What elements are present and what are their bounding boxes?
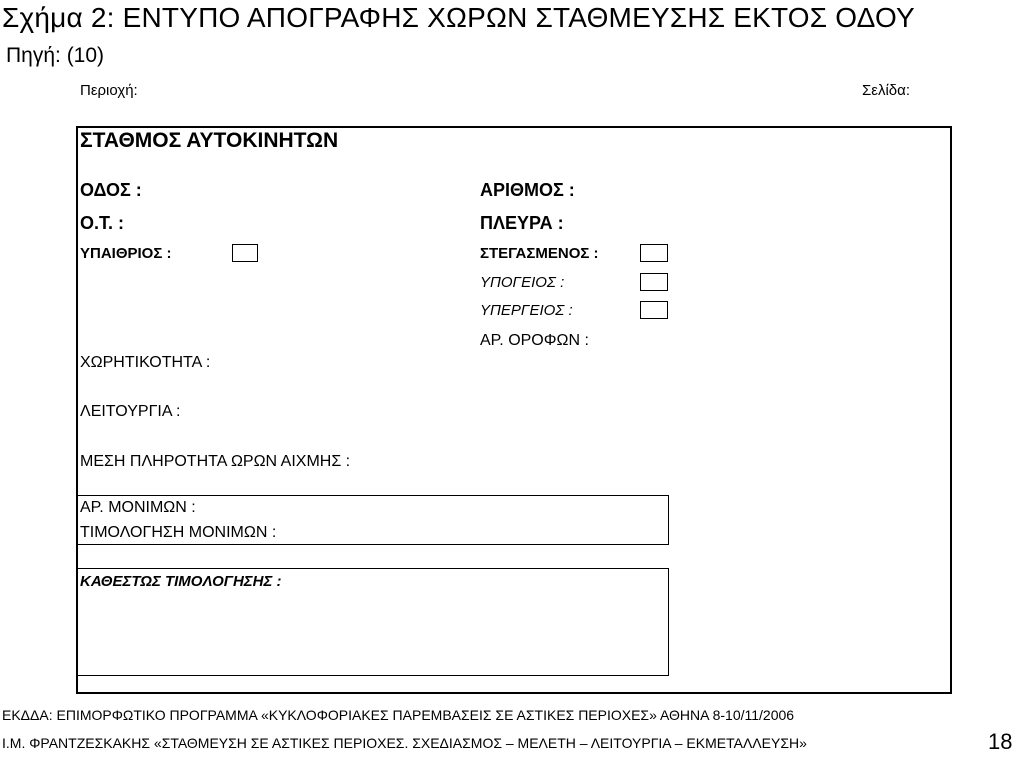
covered-checkbox[interactable]: [640, 244, 668, 262]
above-ground-checkbox[interactable]: [640, 301, 668, 319]
underground-label: ΥΠΟΓΕΙΟΣ :: [480, 274, 565, 291]
page-number: 18: [988, 729, 1013, 754]
street-label: ΟΔΟΣ :: [80, 180, 142, 200]
permanent-pricing-label: ΤΙΜΟΛΟΓΗΣΗ ΜΟΝΙΜΩΝ :: [80, 524, 277, 541]
capacity-label: ΧΩΡΗΤΙΚΟΤΗΤΑ :: [80, 354, 211, 371]
footer-line-2: Ι.Μ. ΦΡΑΝΤΖΕΣΚΑΚΗΣ «ΣΤΑΘΜΕΥΣΗ ΣΕ ΑΣΤΙΚΕΣ ΠΕΡΙΟΧΕΣ. ΣΧΕΔΙΑΣΜΟΣ – ΜΕΛΕΤΗ – ΛΕΙΤΟΥΡΓΙΑ – ΕΚΜΕΤΑΛΛΕΥΣΗ»: [2, 735, 807, 751]
open-air-checkbox[interactable]: [232, 244, 258, 262]
side-label: ΠΛΕΥΡΑ :: [480, 213, 564, 233]
footer-line-1: ΕΚΔΔΑ: ΕΠΙΜΟΡΦΩΤΙΚΟ ΠΡΟΓΡΑΜΜΑ «ΚΥΚΛΟΦΟΡΙΑΚΕΣ ΠΑΡΕΜΒΑΣΕΙΣ ΣΕ ΑΣΤΙΚΕΣ ΠΕΡΙΟΧΕΣ» ΑΘΗΝΑ 8-10/11/2006: [2, 707, 795, 723]
operation-label: ΛΕΙΤΟΥΡΓΙΑ :: [80, 403, 181, 420]
page-label: Σελίδα:: [862, 82, 910, 99]
permanent-count-label: ΑΡ. ΜΟΝΙΜΩΝ :: [80, 499, 196, 516]
occupancy-label: ΜΕΣΗ ΠΛΗΡΟΤΗΤΑ ΩΡΩΝ ΑΙΧΜΗΣ :: [80, 453, 351, 470]
floors-label: ΑΡ. ΟΡΟΦΩΝ :: [480, 332, 589, 349]
source-citation: Πηγή: (10): [6, 44, 105, 67]
number-label: ΑΡΙΘΜΟΣ :: [480, 180, 575, 200]
underground-checkbox[interactable]: [640, 273, 668, 291]
block-label: Ο.Τ. :: [80, 213, 125, 233]
open-air-label: ΥΠΑΙΘΡΙΟΣ :: [80, 245, 172, 262]
covered-label: ΣΤΕΓΑΣΜΕΝΟΣ :: [480, 245, 599, 262]
form-heading: ΣΤΑΘΜΟΣ ΑΥΤΟΚΙΝΗΤΩΝ: [80, 129, 339, 152]
pricing-regime-label: ΚΑΘΕΣΤΩΣ ΤΙΜΟΛΟΓΗΣΗΣ :: [80, 573, 282, 590]
region-label: Περιοχή:: [80, 82, 138, 99]
above-ground-label: ΥΠΕΡΓΕΙΟΣ :: [480, 302, 573, 319]
figure-title: Σχήμα 2: ΕΝΤΥΠΟ ΑΠΟΓΡΑΦΗΣ ΧΩΡΩΝ ΣΤΑΘΜΕΥΣΗΣ ΕΚΤΟΣ ΟΔΟΥ: [2, 2, 915, 33]
